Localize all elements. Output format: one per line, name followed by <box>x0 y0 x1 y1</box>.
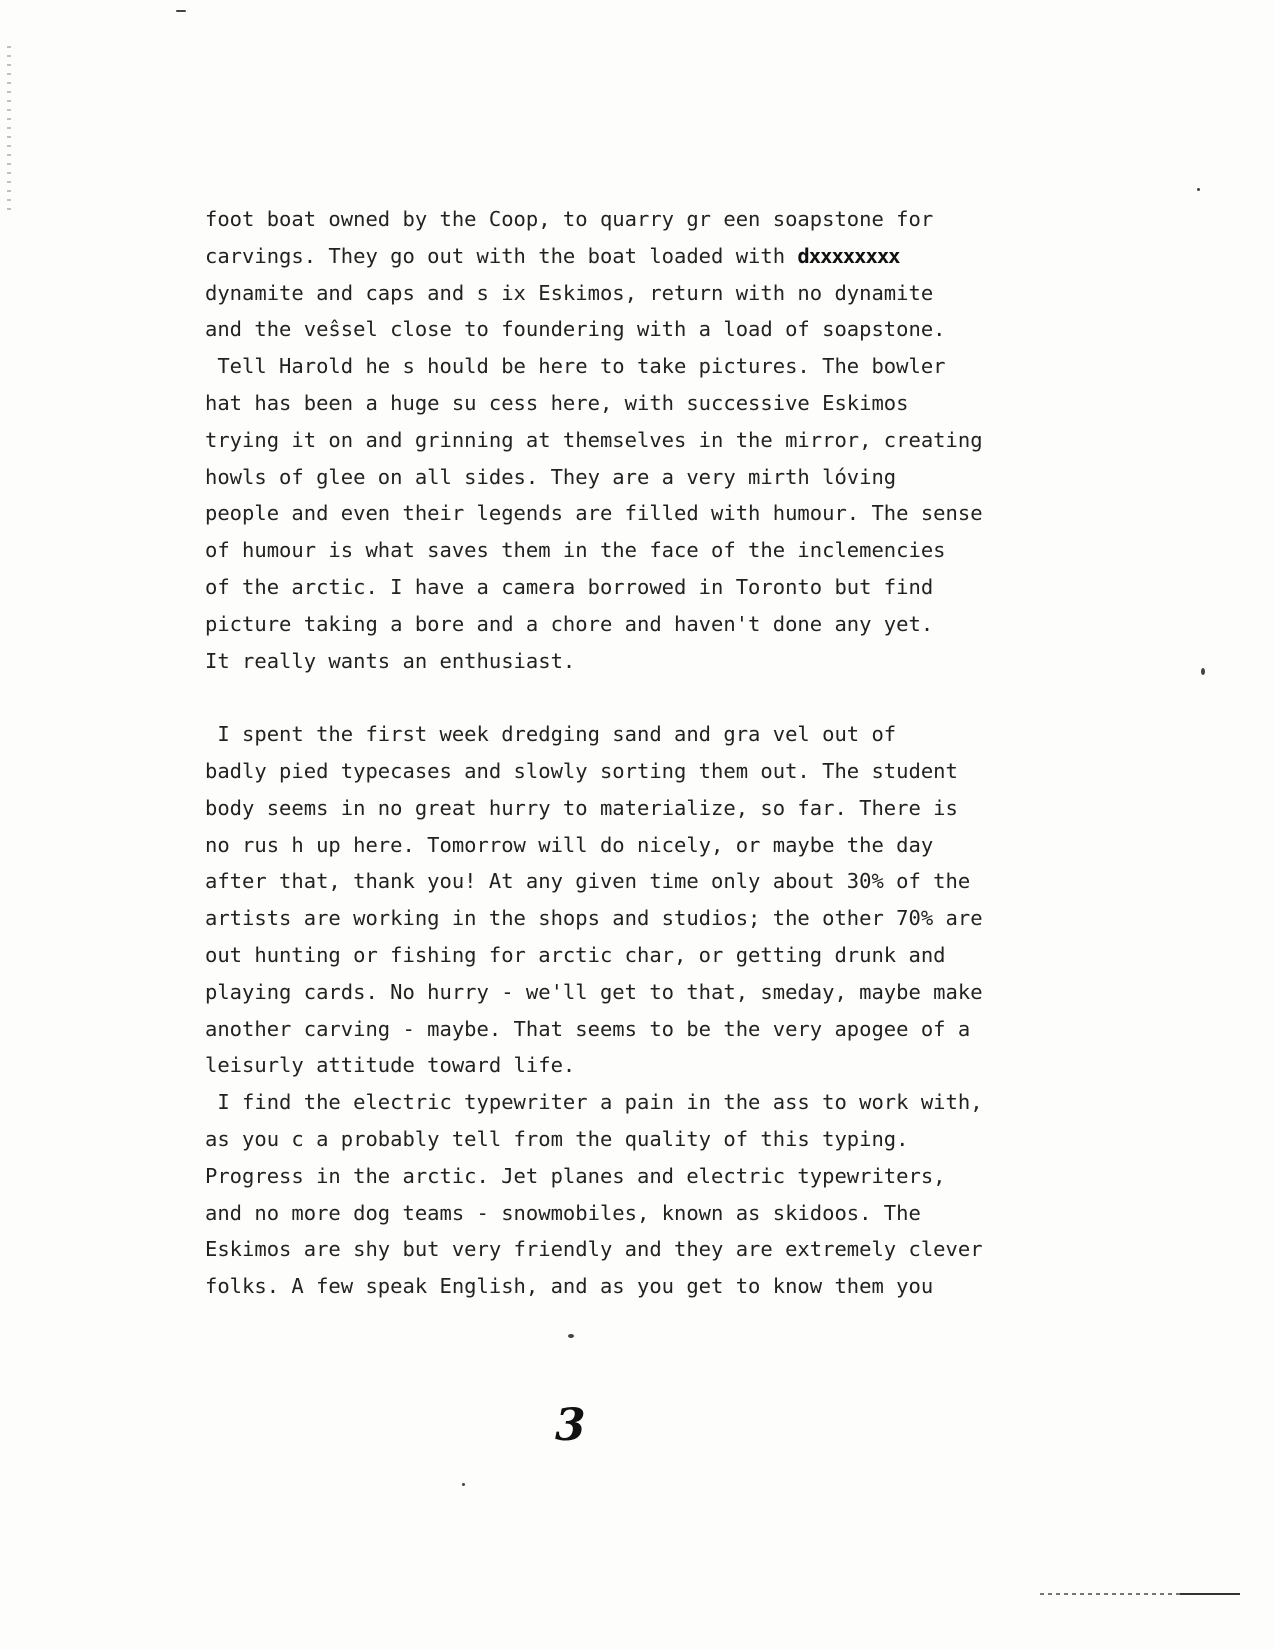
text-line: artists are working in the shops and studios; the other 70% are <box>205 906 983 931</box>
text-line: playing cards. No hurry - we'll get to that, smeday, maybe make <box>205 979 983 1004</box>
letter-body <box>205 201 1025 1305</box>
text-line: I spent the first week dredging sand and gra vel out of <box>205 722 897 747</box>
page-number: 3 <box>555 1400 586 1451</box>
ink-speck <box>1201 668 1205 675</box>
text-line: picture taking a bore and a chore and haven't done any yet. <box>205 611 934 636</box>
text-line: after that, thank you! At any given time only about 30% of the <box>205 869 971 894</box>
text-line: trying it on and grinning at themselves in the mirror, creating <box>205 427 983 452</box>
text-line: foot boat owned by the Coop, to quarry gr een soapstone for <box>205 207 934 231</box>
text-line: no rus h up here. Tomorrow will do nicely, or maybe the day <box>205 832 934 857</box>
text-line: dynamite and caps and s ix Eskimos, return with no dynamite <box>205 280 934 305</box>
text-line: another carving - maybe. That seems to be the very apogee of a <box>205 1016 971 1041</box>
text-line: body seems in no great hurry to materialize, so far. There is <box>205 795 958 820</box>
ink-speck <box>462 1483 465 1486</box>
text-line: as you c a probably tell from the quality of this typing. <box>205 1126 909 1151</box>
ink-speck <box>568 1334 574 1338</box>
text-line: Tell Harold he s hould be here to take pictures. The bowler <box>205 354 946 379</box>
text-line: Progress in the arctic. Jet planes and electric typewriters, <box>205 1163 946 1188</box>
ink-speck <box>1197 188 1200 191</box>
paragraph-gap <box>205 679 1025 716</box>
margin-specks <box>7 46 11 216</box>
text-line: out hunting or fishing for arctic char, or getting drunk and <box>205 942 946 967</box>
text-line: Eskimos are shy but very friendly and they are extremely clever <box>205 1237 983 1262</box>
text-line: of the arctic. I have a camera borrowed in Toronto but find <box>205 574 934 599</box>
text-line: badly pied typecases and slowly sorting them out. The student <box>205 758 958 783</box>
text-line: It really wants an enthusiast. <box>205 648 576 673</box>
bottom-edge-mark <box>1180 1593 1240 1595</box>
text-line: and no more dog teams - snowmobiles, known as skidoos. The <box>205 1200 921 1225</box>
text-line-part: carvings. They go out with the boat loaded with <box>205 243 798 268</box>
text-line: of humour is what saves them in the face of the inclemencies <box>205 538 946 563</box>
text-line: and the veŝsel close to foundering with a load of soapstone. <box>205 317 946 342</box>
text-line: howls of glee on all sides. They are a very mirth lóving <box>205 464 897 489</box>
text-line: leisurly attitude toward life. <box>205 1053 576 1078</box>
text-line: hat has been a huge su cess here, with successive Eskimos <box>205 390 909 415</box>
text-line: folks. A few speak English, and as you get to know them you <box>205 1274 934 1299</box>
text-line <box>205 238 1025 275</box>
text-line: people and even their legends are filled with humour. The sense <box>205 501 983 526</box>
text-line: I find the electric typewriter a pain in the ass to work with, <box>205 1090 983 1115</box>
strikeover-text: dxxxxxxxx <box>797 243 900 268</box>
ink-speck <box>176 10 186 12</box>
